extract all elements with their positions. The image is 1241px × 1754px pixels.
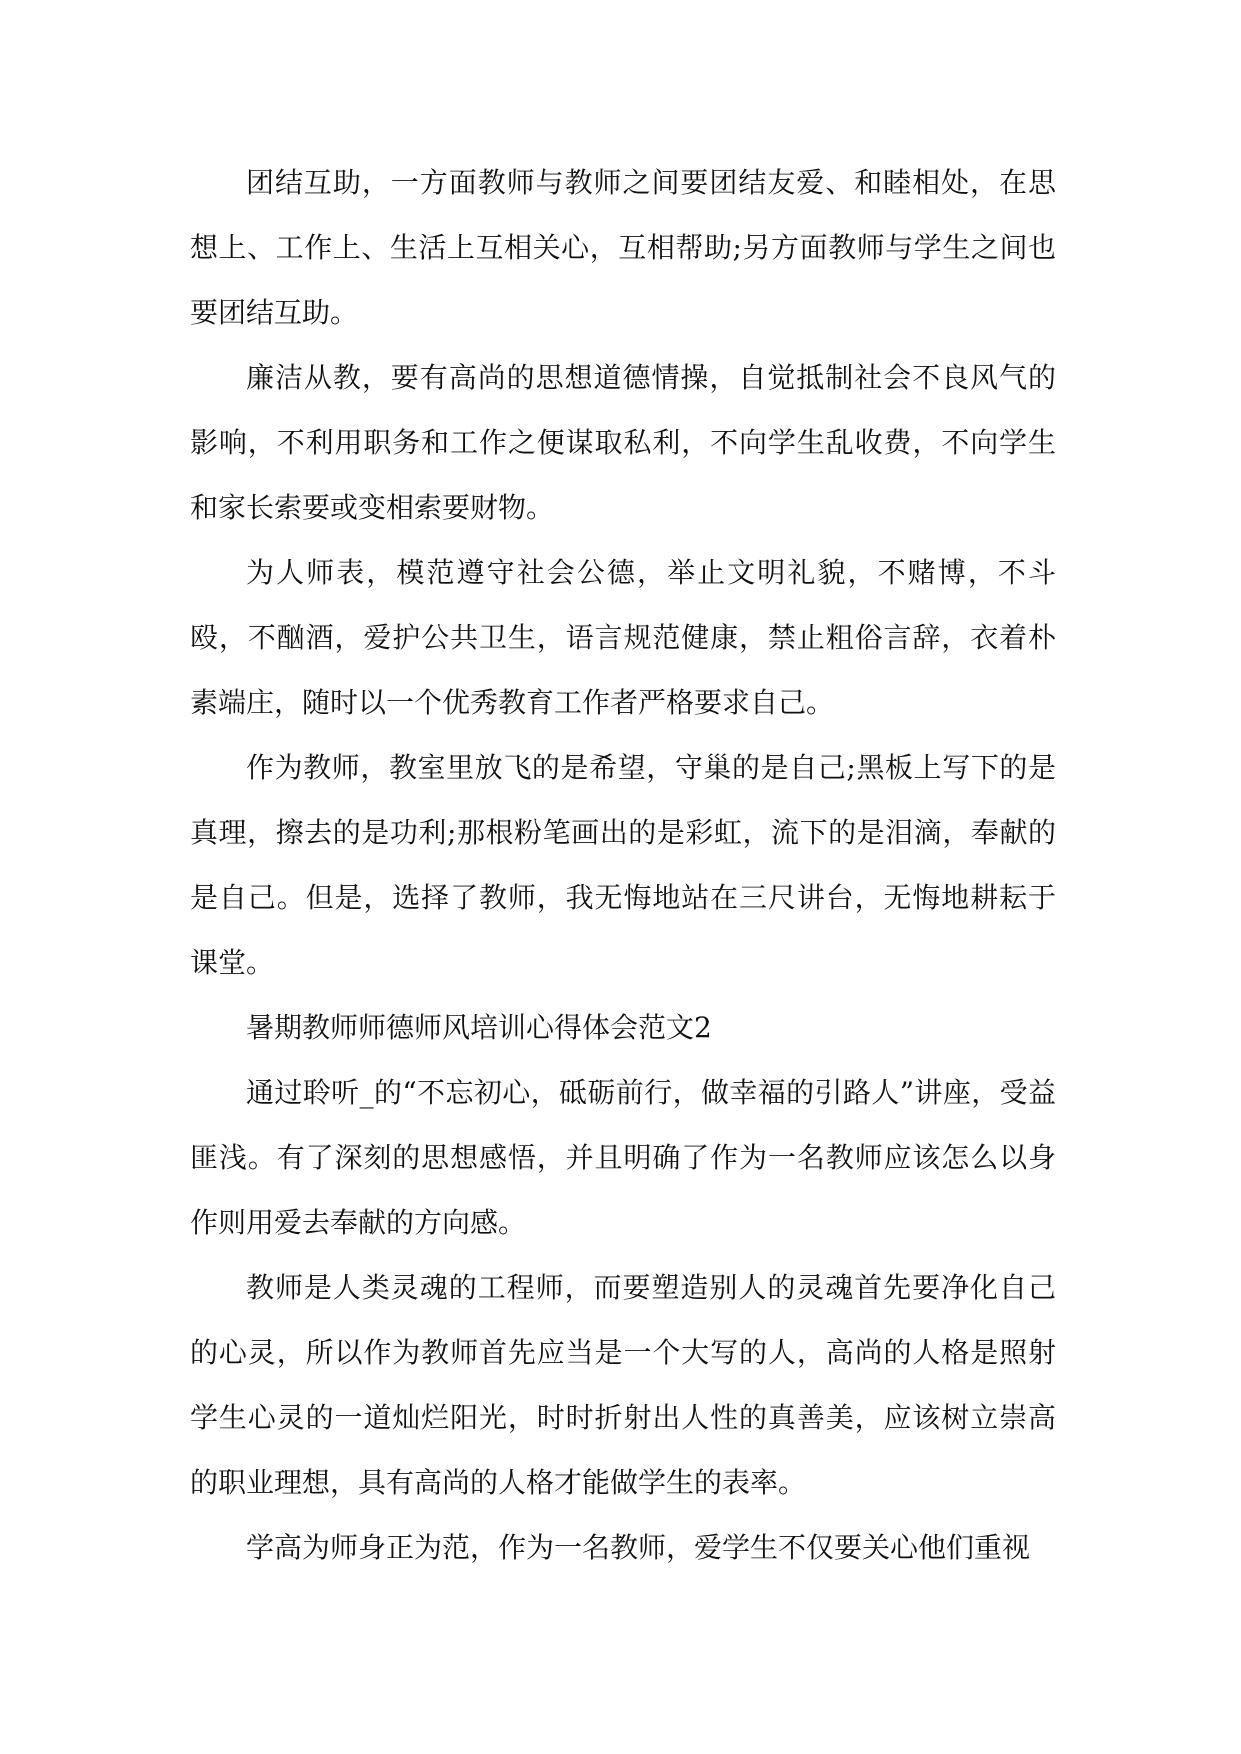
paragraph-unity: 团结互助，一方面教师与教师之间要团结友爱、和睦相处，在思想上、工作上、生活上互相关心，互相帮助;另方面教师与学生之间也要团结互助。	[190, 166, 1056, 329]
paragraph-role-model: 为人师表，模范遵守社会公德，举止文明礼貌，不赌博，不斗殴，不酗酒，爱护公共卫生，语言规范健康，禁止粗俗言辞，衣着朴素端庄，随时以一个优秀教育工作者严格要求自己。	[190, 556, 1056, 719]
section-heading: 暑期教师师德师风培训心得体会范文2	[246, 1011, 712, 1044]
paragraph-integrity: 廉洁从教，要有高尚的思想道德情操，自觉抵制社会不良风气的影响，不利用职务和工作之便谋取私利，不向学生乱收费，不向学生和家长索要或变相索要财物。	[190, 361, 1056, 524]
paragraph-soul-engineer: 教师是人类灵魂的工程师，而要塑造别人的灵魂首先要净化自己的心灵，所以作为教师首先应当是一个大写的人，高尚的人格是照射学生心灵的一道灿烂阳光，时时折射出人性的真善美，应该树立崇高的职业理想，具有高尚的人格才能做学生的表率。	[190, 1271, 1056, 1499]
paragraph-lecture: 通过聆听_的“不忘初心，砥砺前行，做幸福的引路人”讲座，受益匪浅。有了深刻的思想感悟，并且明确了作为一名教师应该怎么以身作则用爱去奉献的方向感。	[190, 1076, 1056, 1239]
document-body	[190, 150, 1056, 1580]
paragraph-learning-example: 学高为师身正为范，作为一名教师，爱学生不仅要关心他们重视	[246, 1531, 1031, 1564]
paragraph-as-teacher: 作为教师，教室里放飞的是希望，守巢的是自己;黑板上写下的是真理，擦去的是功利;那根粉笔画出的是彩虹，流下的是泪滴，奉献的是自己。但是，选择了教师，我无悔地站在三尺讲台，无悔地耕耘于课堂。	[190, 751, 1056, 979]
